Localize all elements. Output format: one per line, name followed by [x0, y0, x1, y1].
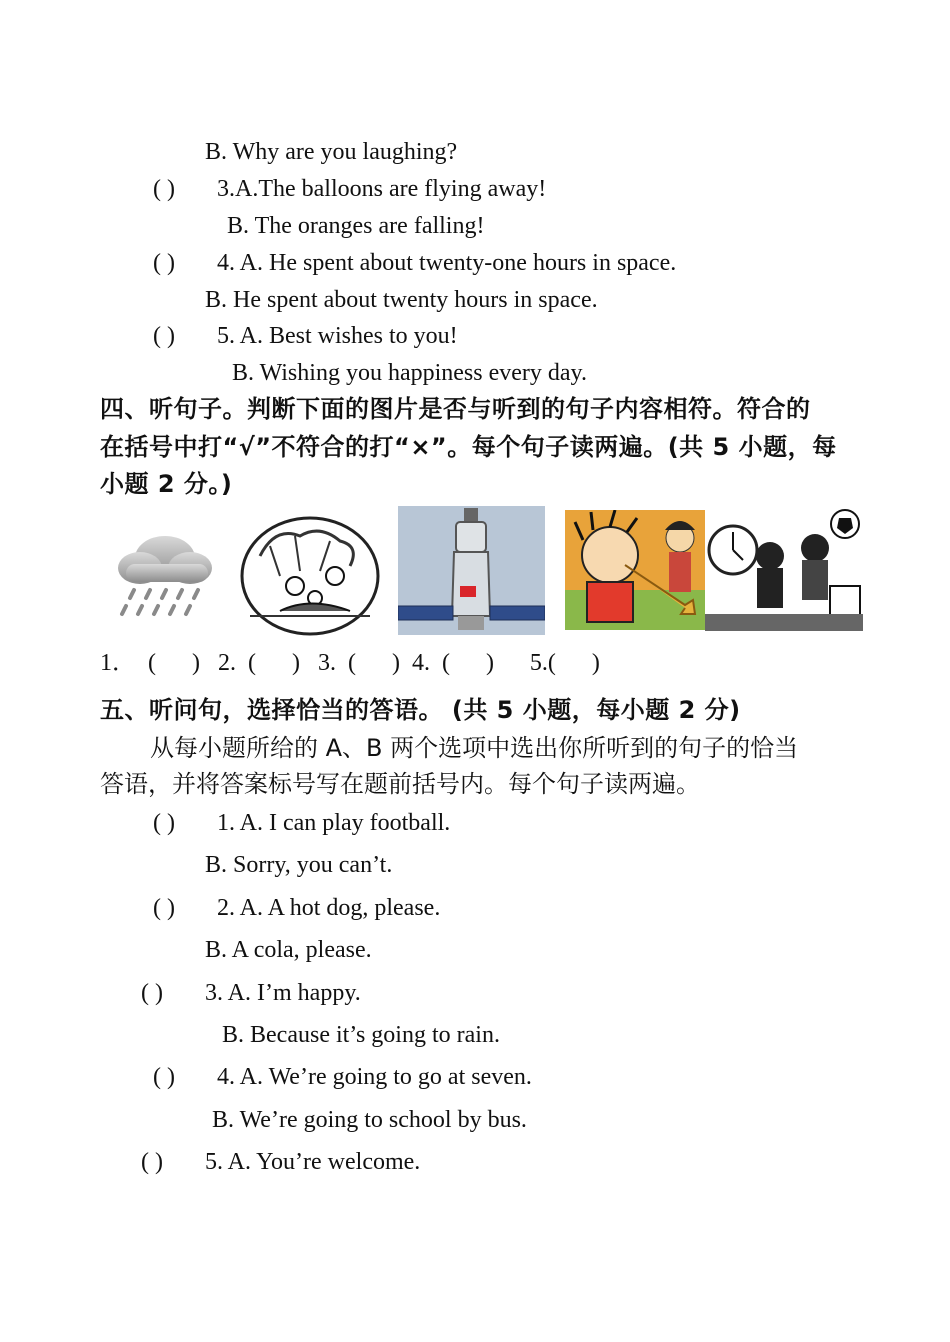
- answer-paren[interactable]: ( ): [153, 895, 175, 921]
- answer-paren[interactable]: ( ): [153, 810, 175, 836]
- option-text: B. We’re going to school by bus.: [212, 1107, 527, 1133]
- option-text: B. The oranges are falling!: [227, 213, 485, 239]
- option-text: B. He spent about twenty hours in space.: [205, 287, 598, 313]
- s3-item-3: [153, 248, 676, 278]
- s5-item-4: [141, 978, 361, 1008]
- section4-heading-line1: 四、听句子。判断下面的图片是否与听到的句子内容相符。符合的: [100, 395, 811, 423]
- section5-instruction-line1: 从每小题所给的 A、B 两个选项中选出你所听到的句子的恰当: [150, 734, 799, 762]
- answer-paren[interactable]: ( ): [141, 980, 163, 1006]
- s3-item-5: [153, 321, 458, 351]
- s5-item-1: [205, 850, 392, 880]
- picture-boy-trumpet: [565, 510, 705, 630]
- option-text: 4. A. We’re going to go at seven.: [217, 1064, 532, 1090]
- answer-paren[interactable]: ( ): [141, 1149, 163, 1175]
- s3-item-0: [205, 137, 457, 167]
- option-text: 5. A. You’re welcome.: [205, 1149, 421, 1175]
- s5-item-6: [153, 1062, 532, 1092]
- section5-heading: 五、听问句，选择恰当的答语。 (共 5 小题，每小题 2 分): [100, 696, 741, 724]
- spaceship-icon: [398, 506, 545, 635]
- answer-paren[interactable]: ( ): [153, 176, 175, 202]
- s5-item-5: [222, 1020, 500, 1050]
- section5-instruction-line2: 答语，并将答案标号写在题前括号内。每个句子读两遍。: [100, 770, 700, 798]
- s5-item-3: [205, 935, 372, 965]
- boy-trumpet-icon: [565, 510, 705, 630]
- section4-heading-line2: 在括号中打“√”不符合的打“×”。每个句子读两遍。(共 5 小题，每: [100, 433, 837, 461]
- rain-cloud-icon: [112, 528, 218, 626]
- s5-item-7: [212, 1105, 527, 1135]
- answer-paren[interactable]: ( ): [153, 1064, 175, 1090]
- picture-rain-cloud: [112, 528, 218, 626]
- option-text: 3.A.The balloons are flying away!: [217, 176, 547, 202]
- s5-item-2: [153, 893, 440, 923]
- s5-item-8: [141, 1147, 420, 1177]
- s3-item-6: [232, 358, 587, 388]
- s3-item-4: [205, 285, 598, 315]
- option-text: B. Why are you laughing?: [205, 139, 458, 165]
- option-text: 1. A. I can play football.: [217, 810, 451, 836]
- picnic-icon: [240, 516, 380, 636]
- option-text: B. Because it’s going to rain.: [222, 1022, 500, 1048]
- answer-paren[interactable]: ( ): [153, 323, 175, 349]
- section4-answer-row[interactable]: 1． ( ) 2. ( ) 3. ( ) 4. ( ) 5.( ): [100, 650, 600, 676]
- option-text: 5. A. Best wishes to you!: [217, 323, 458, 349]
- option-text: B. Sorry, you can’t.: [205, 852, 393, 878]
- option-text: B. A cola, please.: [205, 937, 372, 963]
- picture-clock-kids: [705, 506, 863, 631]
- answer-paren[interactable]: ( ): [153, 250, 175, 276]
- option-text: B. Wishing you happiness every day.: [232, 360, 587, 386]
- picture-spaceship: [398, 506, 545, 635]
- s5-item-0: [153, 808, 450, 838]
- picture-family-picnic: [240, 516, 380, 636]
- option-text: 2. A. A hot dog, please.: [217, 895, 441, 921]
- clock-football-icon: [705, 506, 863, 631]
- option-text: 3. A. I’m happy.: [205, 980, 361, 1006]
- section4-heading-line3: 小题 2 分。): [100, 470, 233, 498]
- s3-item-2: [227, 211, 484, 241]
- option-text: 4. A. He spent about twenty-one hours in space.: [217, 250, 677, 276]
- s3-item-1: [153, 174, 546, 204]
